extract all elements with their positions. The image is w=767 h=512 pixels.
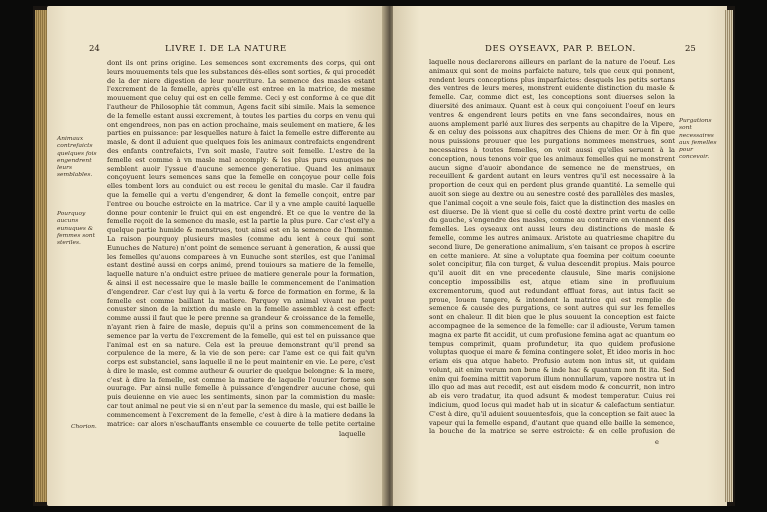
- body-paragraph: dont ils ont prins origine. Les semences sont excrements des corps, qui ont leurs mouuements tels que les substances dés-elles sont sorties, & qui procedét de la der niere digestion de leur nourriture. La semence des masles estant l'excrement de la femelle, après qu'elle est entree en la matrice, de mesme mouuement que celuy qui est en celle femme. Ceci y est conforme à ce que dit l'autheur de Philosophie tât commun, Agens facit sibi simile. Mais la semence de la femelle estant aussi excrement, à toutes les parties du corps en venu qui ont engendrees, non pas en action prochaine, mais seulement en matiere, & les parties en puissance: par lesquelles nature à faict la femelle estre differente au masle, & dont il aduient que quelques fois les animaux contrefaicts engendrent des enfants contrefaicts, l'vn soit masle, l'autre soit femelle. L'estre de la femelle est comme à vn masle mal accomply: & les plus purs eunuques ne semblent auoir l'yssue d'aucune semence generatiue. Quand les animaux conçoyuent leurs semences sans que la femelle en conçoyue pour celle fois elles tombent lors au conduict ou est receu le genital du masle. Car il faudra que la femelle qui a vertu d'engendrer, & dont la femelle conçoit, entre par l'entree ou bouche estroicte en la matrice. Car il y a vne ample cauité laquelle donne pour contenir le fruict qui en est engendré. Et ce que le ventre de la femelle reçoit de la semence du masle, est la partie la plus pure. Car c'est el'y a quelque partie humide & menstrues, tout ainsi est en la semence de l'homme. La raison pourquoy plusieurs masles (comme adu ient à ceux qui sont Eunuches de Nature) n'ont point de semence seruant à generation, & aussi que les femelles qu'auons comparees à vn Eunuche sont steriles, est que l'animal estant destiné aussi en corps animé, prend touiours sa matiere de la femelle, laquelle nature n'a onduict estre priuee de matiere generale pour la formation, & ainsi il est necessaire que le masle baille le commencement de l'animation d'engendrer. Car c'est luy qui à la vertu & force de formation en forme, & la femelle est comme baillant la matiere. Parquoy vn animal vivant ne peut conuster sinon de la mixtion du masle en la femelle assemblez à cest effect: comme aussi il faut que le pere prenne sa grandeur & croissance de la femelle, n'ayant rien à faire de masle, depuis qu'il a prins son commencement de la semence par la vertu de l'excrement de la femelle, qui est tel en puissance que l'animal est en sa nature. Cela est la preuue demonstrant qu'il prend sa corpulence de la mere, & la vie de son pere: car l'ame est ce qui fait qu'vn corps est substanciel, sans laquelle il ne le peut maintenir en vie. Le pere, c'est à dire le masle, est comme autheur & ouurier de quelque belongne: & la mere, c'est à dire la femelle, est comme la matiere de laquelle l'ouurier forme son ouurage. Par ainsi nulle femelle à puissance d'engendrer aucune chose, qui puis deuienne en vie auec les sentiments, sinon par la commistion du masle: car tout animal ne peut vie si en n'eut par la semence du masle, qui est baille le commencement à l'excrement de la femelle, c'est à dire à la matiere dedans la matrice: car alors n'eschauffants ensemble ce couuerte de telle petite certaine: [107, 59, 375, 428]
- margin-note: Chorion.: [71, 424, 97, 430]
- page-number: 25: [685, 44, 696, 54]
- catchword: laquelle: [339, 430, 366, 438]
- right-page: [393, 6, 727, 506]
- left-page: [47, 6, 385, 506]
- page-edges-right: [725, 10, 733, 502]
- margin-note: Animaux contrefaicts quelques fois engendrent leurs semblables.: [57, 136, 97, 179]
- open-book: [33, 6, 735, 506]
- running-head: LIVRE I. DE LA NATURE: [165, 44, 287, 54]
- margin-note: Pourquoy aucuns eunuques & femmes sont steriles.: [57, 211, 95, 247]
- page-number: 24: [89, 44, 100, 54]
- page-body-text: [429, 58, 675, 436]
- margin-note: Purgations sont necessaires aux femelles pour concevoir.: [679, 118, 717, 161]
- catchword: e: [655, 438, 659, 446]
- page-body-text: [107, 59, 375, 429]
- running-head: DES OYSEAVX, PAR P. BELON.: [485, 44, 636, 54]
- body-paragraph: laquelle nous declarerons ailleurs en parlant de la nature de l'oeuf. Les animaux qui sont de moins parfaicte nature, tels que ceux qui ponnent, rendent leurs conceptions plus imparfaictes: desquels les petits sortans des ventres de leurs meres, monstrent euidente distinction du masle & femelle. Car, comme dict est, les conceptions sont diuerses selon la diuersité des animaux. Quant est à ceux qui conçoiuent l'oeuf en leurs ventres & engendrent leurs petits en vne fans secondaires, nous en auons amplement parlé aux liures des serpents au chapitre de la Vipere, & en celuy des poissons aux chapitres des Chiens de mer. Or à fin que nous puissions prouuer que les purgations nommees menstrues, sont necessaires à toutes femelles, on voit aussi qu'elles seruent à la conception, nous tenons voir que les animaux femelles qui ne monstrent aucun signe d'auoir abondance de semence ne de menstrues, en receuillent & gardent autant en leurs ventres qu'il est necessaire à la proportion de ceux qui en perdent plus grande quantité. La semelle qui auoit son siege au dextre ou au senestre costé des parallèles des masles, que l'animal coçoit a vne seule fois, faict que la distinction des masles en est diuerse. De là vient que si celle du costé dextre print vertu de celle du gauche, s'engendre des masles, comme au contraire en viennent des femelles. Les oyseaux ont aussi leurs deu distinctions de masle & femelle, comme les autres animaux. Aristote au quatriesme chapitre du second liure, De generatione animalium, s'en taisant ce propos à escrire en cette maniere. At sine a voluptate qua foemina per coitum coeunte solet concipitur, fila con turget, & vulua descendit propius. Mais pource qu'il auoit dit en vne precedente clausule, Sine maris conijsione conceptio impossibilis est, atque etiam sine in profluuium excrementorum, quod aut redundant effluat foras, aut intus facit se proue, Iouem tangere, & intendent la matrice qui est remplie de semence & causée des purgations, ce sont autres qui sur les femelles sont en chaleur. Il dit bien que le plus souuent la conception est faicte accompagnee de la semence de la femelle: car il adiouste, Verum tamen magna ex parte fit accidit, ut cum profusione femina agat ac quantum eo tempus comprimit, quam profundetur, ita quo quidem profusione voluptas quoque ei mare & femina contingere solet, Et ideo moris in hoc eriam eis qua atque habeto. Profusio autem non intus sit, ut quidam volunt, ait enim verum non bene & inde hac & quantum non fit ita. Sed enim qui foemina mittit vaporum illum nonnullarum, vapore nostra ut in illo quo ad mas aut recedit, est aut eisdem modo & concurrit, non intro ab eis vero tradatur, ita quod adsunt & modest temperatur. Cuius rei indicium, quod locus qui madet hab ut in sicatur & calefactum sentiatur. C'est à dire, qu'il aduient souuentesfois, que la conception se fait auec la vapeur qui la femelle espand, d'autant que quand elle baille la semence, la bouche de la matrice se serre estroicte: & en celle profusion de: [429, 58, 675, 436]
